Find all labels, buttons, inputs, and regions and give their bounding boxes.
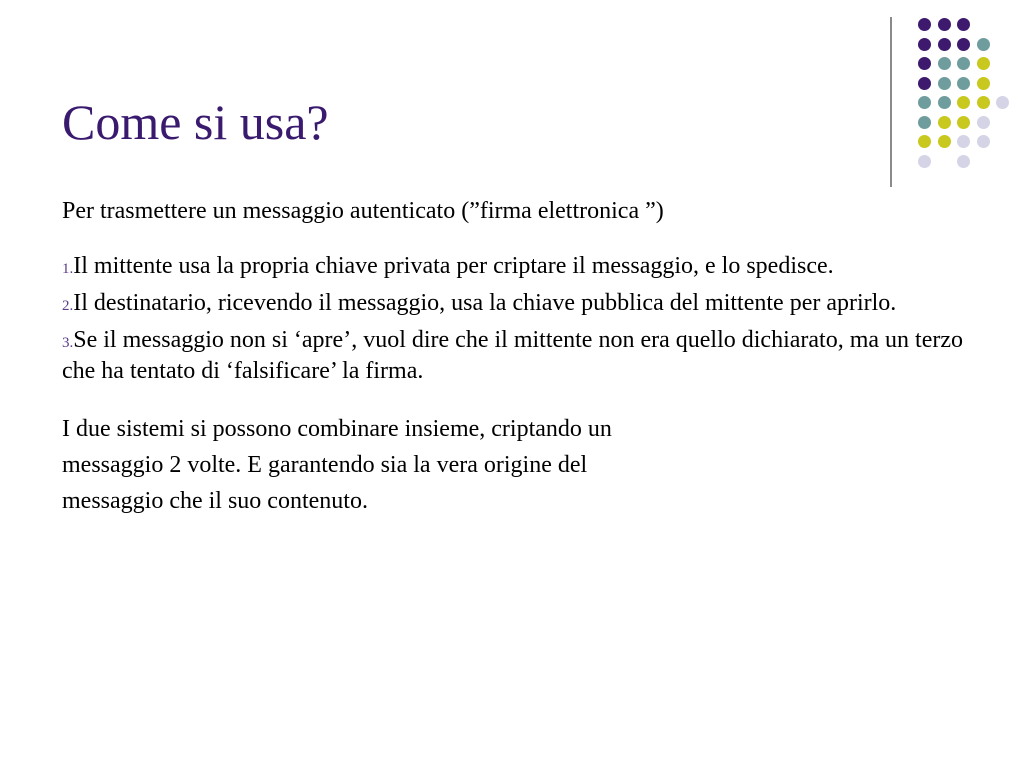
closing-line: messaggio che il suo contenuto. (62, 488, 368, 514)
dot-icon (938, 77, 951, 90)
closing-paragraph (62, 411, 982, 519)
dot-icon (918, 38, 931, 51)
dot-icon (938, 18, 951, 31)
dot-icon (977, 57, 990, 70)
numbered-steps (62, 252, 982, 385)
step-1-number: 1. (62, 261, 74, 277)
dot-icon (957, 116, 970, 129)
dot-icon (977, 135, 990, 148)
step-1-text: Il mittente usa la propria chiave privata per criptare il messaggio, e lo spedisce. (73, 253, 834, 279)
dot-icon (938, 135, 951, 148)
dot-icon (938, 96, 951, 109)
dot-icon (918, 77, 931, 90)
step-2-number: 2. (62, 298, 74, 314)
dot-icon (977, 77, 990, 90)
dot-icon (938, 57, 951, 70)
dot-icon (957, 38, 970, 51)
dot-icon (977, 116, 990, 129)
dot-icon (957, 57, 970, 70)
dot-icon (957, 77, 970, 90)
dot-icon (918, 96, 931, 109)
closing-line: messaggio 2 volte. E garantendo sia la vera origine del (62, 452, 588, 478)
dot-icon (957, 18, 970, 31)
dot-icon (918, 155, 931, 168)
slide-title: Come si usa? (62, 94, 329, 150)
slide-body (62, 196, 982, 519)
dot-icon (938, 38, 951, 51)
step-1 (62, 252, 982, 283)
intro-text: Per trasmettere un messaggio autenticato (”firma elettronica ”) (62, 198, 664, 224)
step-3 (62, 326, 982, 385)
dot-icon (977, 96, 990, 109)
dot-icon (918, 116, 931, 129)
closing-line: I due sistemi si possono combinare insieme, criptando un (62, 416, 612, 442)
step-3-text: Se il messaggio non si ‘apre’, vuol dire che il mittente non era quello dichiarato, ma un terzo che ha tentato di ‘falsificare’ la firma. (62, 327, 963, 384)
step-2 (62, 289, 982, 320)
step-3-number: 3. (62, 335, 74, 351)
dot-icon (957, 155, 970, 168)
dot-icon (938, 116, 951, 129)
dot-icon (918, 57, 931, 70)
dot-icon (957, 96, 970, 109)
dot-icon (918, 18, 931, 31)
dot-icon (996, 96, 1009, 109)
step-2-text: Il destinatario, ricevendo il messaggio, usa la chiave pubblica del mittente per aprirlo. (73, 290, 897, 316)
dot-icon (957, 135, 970, 148)
dot-icon (918, 135, 931, 148)
vertical-divider (890, 17, 892, 187)
dot-icon (977, 38, 990, 51)
